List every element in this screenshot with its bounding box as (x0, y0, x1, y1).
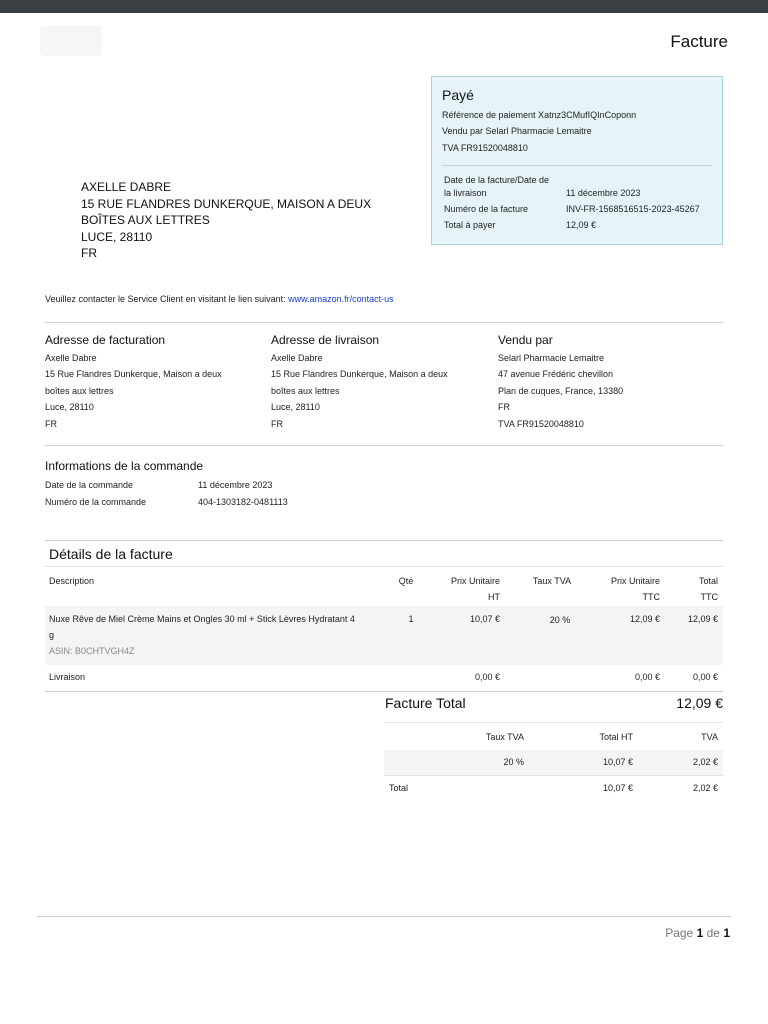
vat-col-vat: TVA (701, 732, 718, 742)
divider (384, 775, 723, 776)
invoice-date-value: 11 décembre 2023 (566, 188, 641, 198)
vat-col-total-ht: Total HT (599, 732, 633, 742)
seller-title: Vendu par (498, 333, 553, 347)
invoice-total-label: Facture Total (385, 695, 466, 711)
col-unit-ht: Prix Unitaire HT (450, 576, 500, 602)
divider (384, 722, 723, 723)
divider (45, 540, 723, 541)
vat-total-label: Total (389, 783, 409, 793)
vat-total-vat: 2,02 € (692, 783, 718, 793)
divider (45, 691, 723, 692)
shipping-label: Livraison (49, 672, 86, 682)
item-qty: 1 (408, 614, 414, 624)
invoice-date-label: Date de la facture/Date de la livraison (444, 175, 550, 198)
payment-sold-by: Vendu par Selarl Pharmacie Lemaitre (442, 126, 592, 136)
top-bar (0, 0, 768, 13)
footer-divider (37, 916, 731, 917)
vat-row-vat: 2,02 € (692, 757, 718, 767)
payment-status: Payé (442, 87, 474, 103)
item-description: Nuxe Rêve de Miel Crème Mains et Ongles 30 ml + Stick Lèvres Hydratant 4 g ASIN: B0CHTVGH4Z (49, 611, 389, 659)
vat-row-total-ht: 10,07 € (602, 757, 633, 767)
invoice-details-title: Détails de la facture (49, 546, 173, 562)
payment-vat: TVA FR91520048810 (442, 143, 528, 153)
order-date: Date de la commande 11 décembre 2023 (45, 480, 273, 490)
invoice-meta (444, 174, 714, 232)
invoice-total-value: 12,09 € (676, 695, 723, 711)
billing-address: Adresse de facturation Axelle Dabre 15 Rue Flandres Dunkerque, Maison a deux boîtes aux lettres Luce, 28110 FR (45, 333, 265, 432)
item-total-ttc: 12,09 € (687, 614, 718, 624)
recipient-address: AXELLE DABRE 15 RUE FLANDRES DUNKERQUE, MAISON A DEUX BOÎTES AUX LETTRES LUCE, 28110 FR (81, 180, 372, 261)
item-vat-rate: 20 % (549, 615, 571, 625)
order-number: Numéro de la commande 404-1303182-0481113 (45, 497, 288, 507)
shipping-address-title: Adresse de livraison (271, 333, 380, 347)
shipping-total-ttc: 0,00 € (692, 672, 718, 682)
logo-placeholder (40, 26, 102, 56)
divider (45, 566, 723, 567)
vat-row-rate: 20 % (503, 757, 524, 767)
total-due-value: 12,09 € (566, 220, 597, 230)
item-asin: ASIN: B0CHTVGH4Z (49, 646, 135, 656)
col-unit-ttc: Prix Unitaire TTC (610, 576, 660, 602)
invoice-number-value: INV-FR-1568516515-2023-45267 (566, 204, 700, 214)
invoice-number-label: Numéro de la facture (444, 204, 529, 214)
contact-notice: Veuillez contacter le Service Client en visitant le lien suivant: www.amazon.fr/contact-us (45, 294, 394, 304)
contact-link[interactable]: www.amazon.fr/contact-us (288, 294, 394, 304)
shipping-unit-ht: 0,00 € (474, 672, 500, 682)
seller-address: Vendu par Selarl Pharmacie Lemaitre 47 avenue Frédéric chevillon Plan de cuques, France, 13380 FR TVA FR91520048810 (498, 333, 718, 432)
item-unit-ttc: 12,09 € (629, 614, 660, 624)
page-indicator: Page 1 de 1 (665, 926, 730, 940)
payment-reference: Référence de paiement Xatnz3CMufIQInCoponn (442, 110, 637, 120)
shipping-address: Adresse de livraison Axelle Dabre 15 Rue Flandres Dunkerque, Maison a deux boîtes aux lettres Luce, 28110 FR (271, 333, 491, 432)
divider (45, 322, 723, 323)
col-description: Description (49, 576, 95, 586)
col-total-ttc: Total TTC (698, 576, 718, 602)
total-due-label: Total à payer (444, 220, 496, 230)
vat-total-ht: 10,07 € (602, 783, 633, 793)
col-vat-rate: Taux TVA (532, 576, 572, 586)
shipping-unit-ttc: 0,00 € (634, 672, 660, 682)
document-title: Facture (670, 32, 728, 51)
col-qty: Qté (398, 576, 414, 586)
payment-summary-box (431, 76, 723, 245)
order-info-title: Informations de la commande (45, 459, 204, 473)
billing-address-title: Adresse de facturation (45, 333, 166, 347)
vat-col-rate: Taux TVA (485, 732, 524, 742)
divider (442, 165, 712, 166)
item-unit-ht: 10,07 € (469, 614, 500, 624)
divider (45, 445, 723, 446)
